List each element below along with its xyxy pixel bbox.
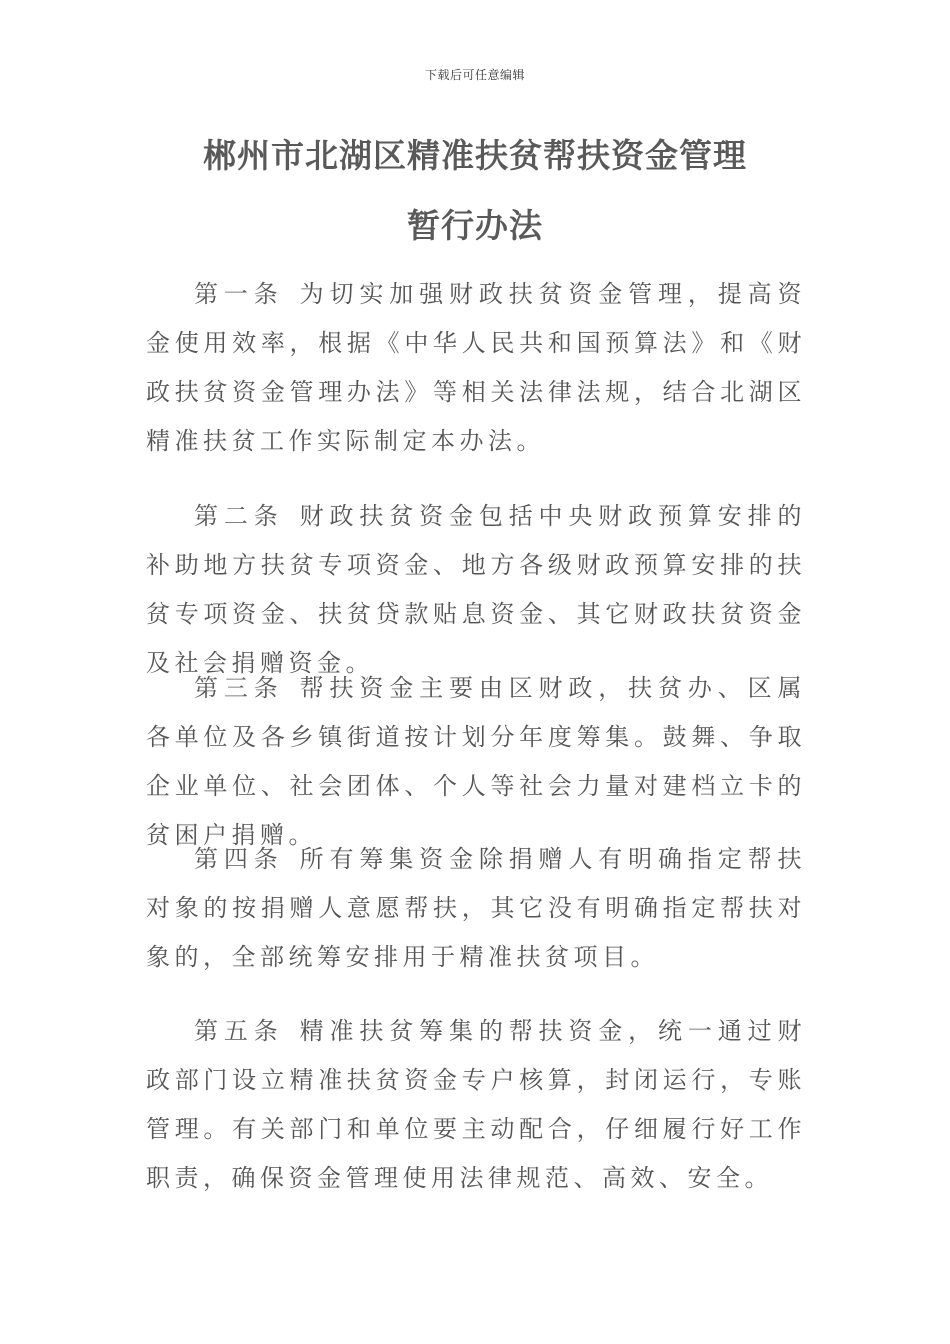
article-paragraph-2 xyxy=(146,492,806,688)
article-text-4: 所有筹集资金除捐赠人有明确指定帮扶对象的按捐赠人意愿帮扶，其它没有明确指定帮扶对象的，全部统筹安排用于精准扶贫项目。 xyxy=(146,845,807,971)
article-text-5: 精准扶贫筹集的帮扶资金，统一通过财政部门设立精准扶贫资金专户核算，封闭运行，专账管理。有关部门和单位要主动配合，仔细履行好工作职责，确保资金管理使用法律规范、高效、安全。 xyxy=(146,1017,807,1192)
article-paragraph-3 xyxy=(146,664,806,860)
header-note: 下载后可任意编辑 xyxy=(424,68,525,82)
article-label-1: 第一条 xyxy=(194,280,284,308)
article-paragraph-4 xyxy=(146,835,806,982)
document-title-line-2: 暂行办法 xyxy=(407,206,543,245)
article-paragraph-1 xyxy=(146,270,806,466)
article-label-5: 第五条 xyxy=(194,1017,284,1045)
article-label-2: 第二条 xyxy=(194,502,284,530)
article-text-3: 帮扶资金主要由区财政，扶贫办、区属各单位及各乡镇街道按计划分年度筹集。鼓舞、争取企业单位、社会团体、个人等社会力量对建档立卡的贫困户捐赠。 xyxy=(146,674,807,849)
article-label-3: 第三条 xyxy=(194,674,284,702)
article-paragraph-5 xyxy=(146,1007,806,1203)
article-text-2: 财政扶贫资金包括中央财政预算安排的补助地方扶贫专项资金、地方各级财政预算安排的扶贫专项资金、扶贫贷款贴息资金、其它财政扶贫资金及社会捐赠资金。 xyxy=(146,502,807,677)
document-title-line-1: 郴州市北湖区精准扶贫帮扶资金管理 xyxy=(203,136,747,175)
article-label-4: 第四条 xyxy=(194,845,284,873)
article-text-1: 为切实加强财政扶贫资金管理，提高资金使用效率，根据《中华人民共和国预算法》和《财政扶贫资金管理办法》等相关法律法规，结合北湖区精准扶贫工作实际制定本办法。 xyxy=(146,280,807,455)
